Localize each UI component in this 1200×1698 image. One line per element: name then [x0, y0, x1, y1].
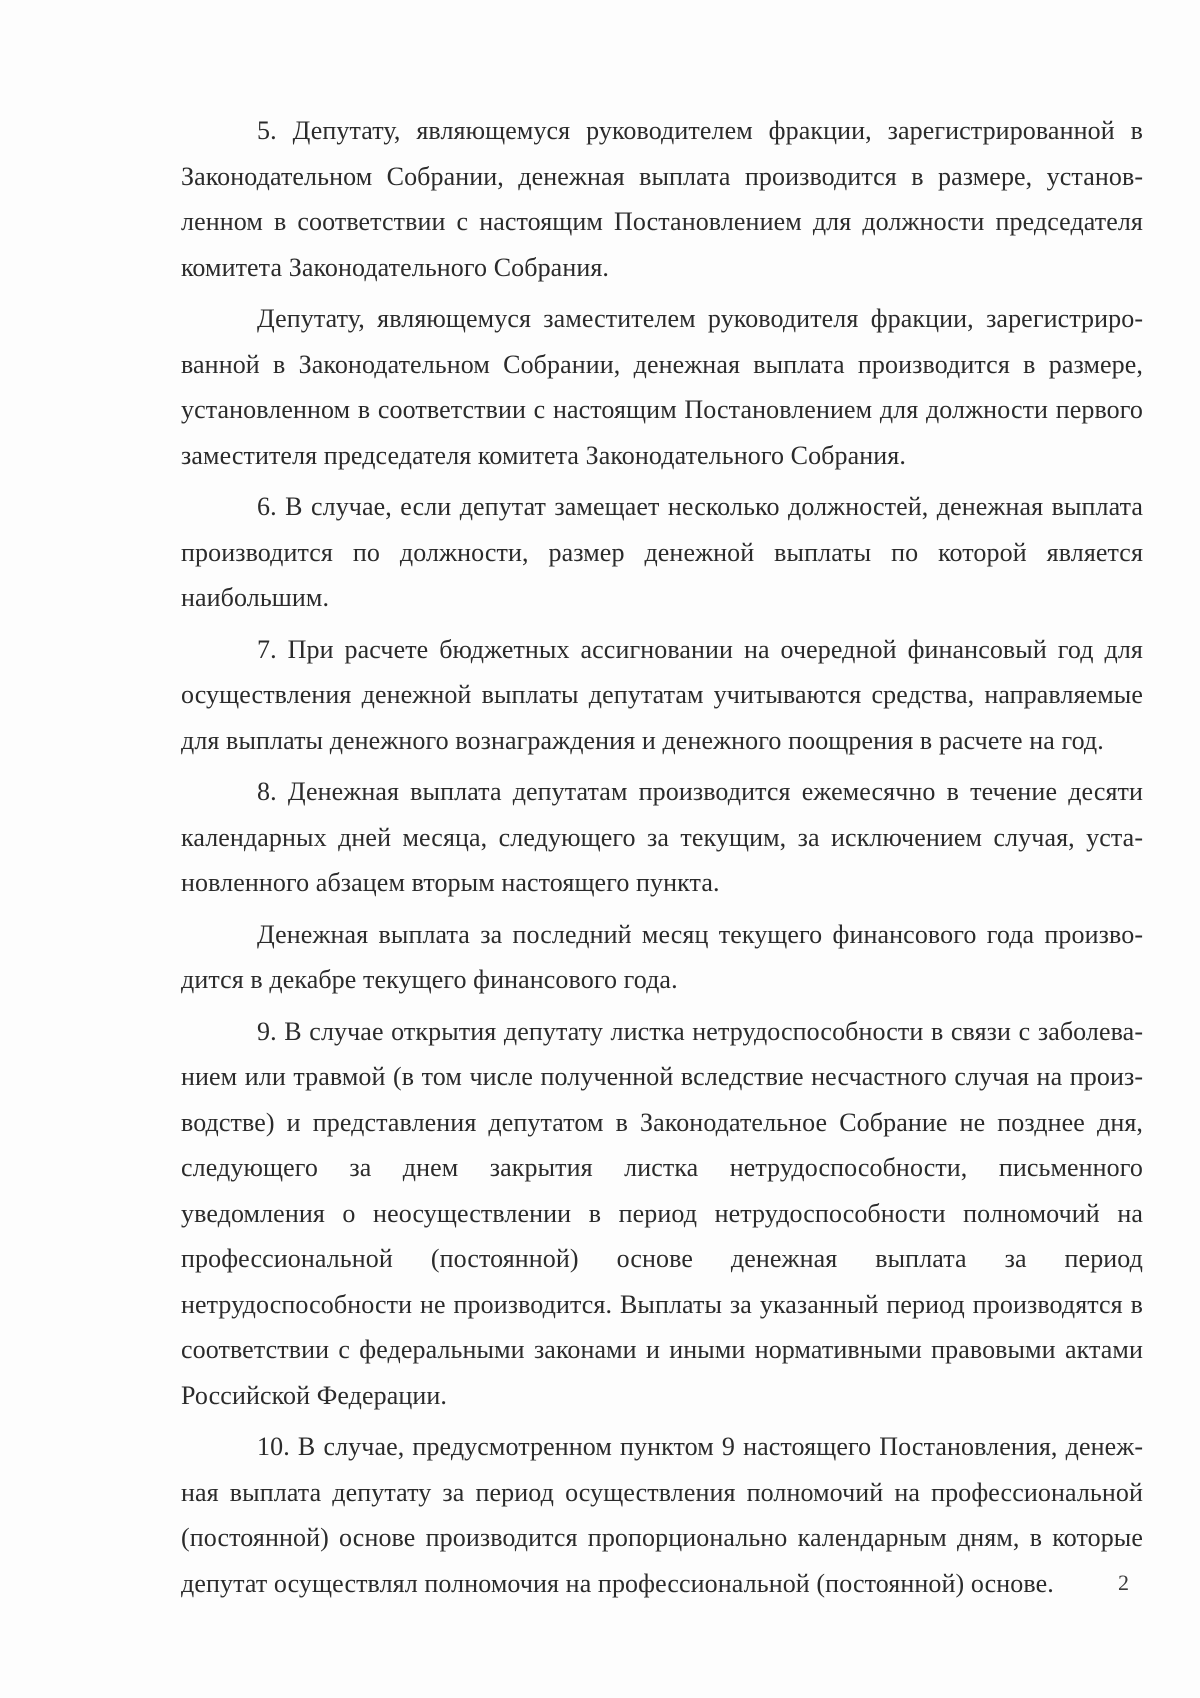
paragraph-8-second: Денежная выплата за последний месяц текущего финансового года производится в декабре текущего финансового года. — [181, 919, 1143, 994]
paragraph-9: 9. В случае открытия депутату листка нетрудоспособности в связи с заболеванием или травмой (в том числе полученной вследствие несчастного случая на производстве) и представления депутатом в Законодательное Собрание не позднее дня, следующего за днем закрытия листка нетрудоспособности, письменного уведомления о неосуществлении в период нетрудоспособности полномочий на профессиональной (постоянной) основе денежная выплата за период нетрудоспособности не производится. Выплаты за указанный период производятся в соответствии с федеральными законами и иными нормативными правовыми актами Российской Федерации. — [181, 1016, 1143, 1410]
page-number: 2 — [1118, 1570, 1129, 1595]
paragraph-7: 7. При расчете бюджетных ассигновании на очередной финансовый год для осуществления денежной выплаты депутатам учитываются средства, направляемые для выплаты денежного вознаграждения и денежного поощрения в расчете на год. — [181, 634, 1143, 755]
paragraph-5: 5. Депутату, являющемуся руководителем фракции, зарегистрированной в Законодательном Собрании, денежная выплата производится в размере, установленном в соответствии с настоящим Постановлением для должности председателя комитета Законодательного Собрания. — [181, 116, 1143, 282]
paragraph-6: 6. В случае, если депутат замещает несколько должностей, денежная выплата производится по должности, размер денежной выплаты по которой является наибольшим. — [181, 492, 1143, 612]
paragraph-10: 10. В случае, предусмотренном пунктом 9 настоящего Постановления, денежная выплата депутату за период осуществления полномочий на профессиональной (постоянной) основе производится пропорционально календарным дням, в которые депутат осуществлял полномочия на профессиональной (постоянной) основе. — [181, 1432, 1143, 1598]
paragraph-5-deputy: Депутату, являющемуся заместителем руководителя фракции, зарегистрированной в Законодательном Собрании, денежная выплата производится в размере, установленном в соответствии с настоящим Постановлением для должности первого заместителя председателя комитета Законодательного Собрания. — [181, 304, 1143, 470]
document-body — [181, 108, 1143, 1608]
paragraph-8: 8. Денежная выплата депутатам производится ежемесячно в течение десяти календарных дней месяца, следующего за текущим, за исключением случая, установленного абзацем вторым настоящего пункта. — [181, 777, 1143, 897]
